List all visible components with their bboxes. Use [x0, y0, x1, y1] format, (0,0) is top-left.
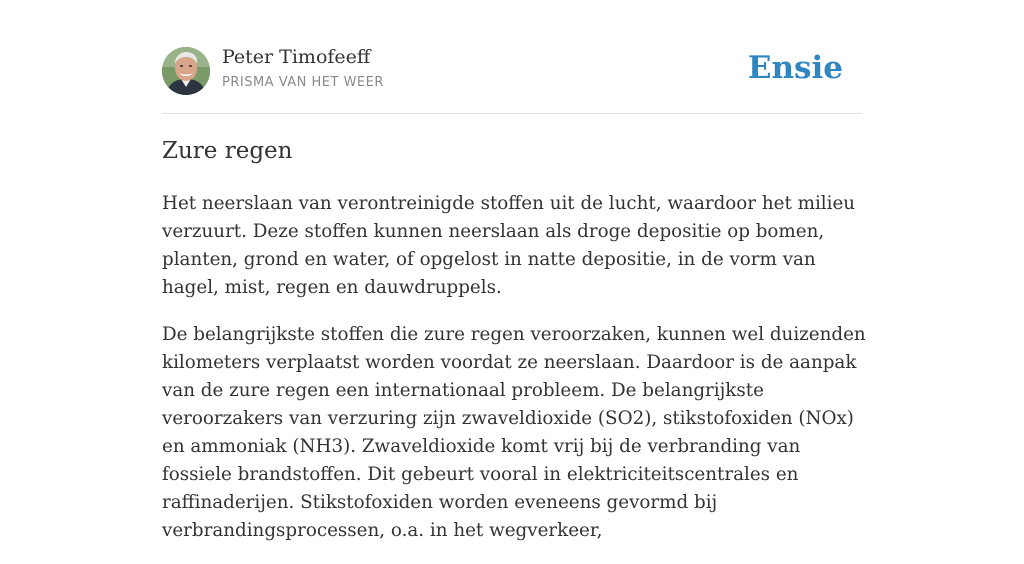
author-name[interactable]: Peter Timofeeff [222, 46, 371, 68]
article-paragraph: Het neerslaan van verontreinigde stoffen uit de lucht, waardoor het milieu verzuurt. Deze stoffen kunnen neerslaan als droge depositie op bomen, planten, grond en water, of opgelost in natte depositie, in de vorm van hagel, mist, regen en dauwdruppels. [162, 193, 856, 298]
author-subtitle[interactable]: PRISMA VAN HET WEER [222, 75, 384, 90]
brand-logo[interactable]: Ensie [747, 50, 843, 86]
avatar-portrait-icon [162, 47, 210, 95]
avatar[interactable] [162, 47, 210, 95]
article-body [162, 190, 868, 564]
header [162, 0, 862, 114]
article-paragraph: De belangrijkste stoffen die zure regen veroorzaken, kunnen wel duizenden kilometers verplaatst worden voordat ze neerslaan. Daardoor is de aanpak van de zure regen een internationaal probleem. De belangrijkste veroorzakers van verzuring zijn zwaveldioxide (SO2), stikstofoxiden (NOx) en ammoniak (NH3). Zwaveldioxide komt vrij bij de verbranding van fossiele brandstoffen. Dit gebeurt vooral in elektriciteitscentrales en raffinaderijen. Stikstofoxiden worden eveneens gevormd bij verbrandingsprocessen, o.a. in het wegverkeer, [162, 324, 866, 541]
page-container [162, 0, 866, 541]
article-title: Zure regen [162, 138, 293, 164]
